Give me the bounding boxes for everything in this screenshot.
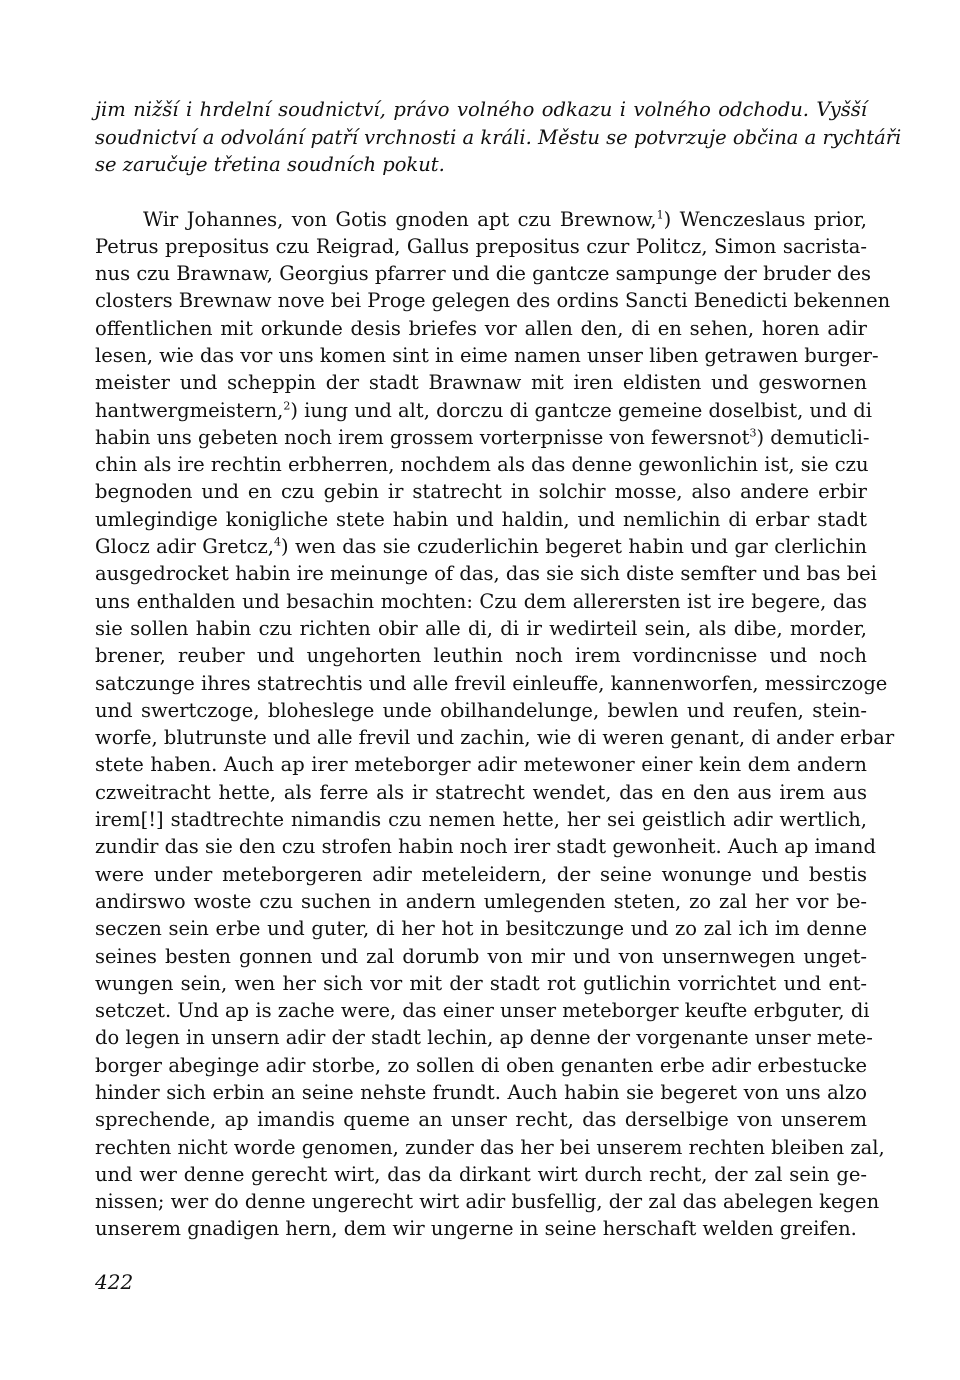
- text-segment: sie sollen habin czu richten obir alle di, di ir wedirteil sein, als dibe, morder,: [95, 616, 867, 640]
- text-segment: und wer denne gerecht wirt, das da dirkant wirt durch recht, der zal sein ge-: [95, 1162, 867, 1186]
- text-line: [95, 806, 867, 833]
- text-segment: lesen, wie das vor uns komen sint in eime namen unser liben getrawen burger-: [95, 343, 879, 367]
- text-segment: meister und scheppin der stadt Brawnaw mit iren eldisten und geswornen: [95, 371, 867, 395]
- text-line: [95, 670, 888, 697]
- text-line: [95, 1188, 880, 1215]
- text-segment: Petrus prepositus czu Reigrad, Gallus prepositus czur Politcz, Simon sacrista-: [95, 234, 867, 258]
- text-segment: czweitracht hette, als ferre als ir statrecht wendet, das en den aus irem aus: [95, 780, 867, 804]
- text-line: [95, 478, 867, 505]
- text-segment: zundir das sie den czu strofen habin noch irer stadt gewonheit. Auch ap imand: [95, 835, 876, 859]
- text-line: [95, 451, 867, 478]
- text-segment: seines besten gonnen und zal dorumb von mir und von unsernwegen unget-: [95, 944, 867, 968]
- text-line: [95, 588, 867, 615]
- text-line: [95, 260, 872, 287]
- text-line: [95, 1134, 885, 1161]
- text-segment: ) demuticli-: [756, 425, 870, 449]
- text-line: [95, 833, 876, 860]
- footnote-ref: 3: [749, 426, 757, 440]
- text-segment: und swertczoge, bloheslege unde obilhandelunge, bewlen und reufen, stein-: [95, 698, 867, 722]
- text-segment: umlegindige konigliche stete habin und haldin, und nemlichin di erbar stadt: [95, 507, 867, 531]
- text-segment: were under meteborgeren adir meteleidern, der seine wonunge und bestis: [95, 862, 867, 886]
- text-segment: setczet. Und ap is zache were, das einer unser meteborger keufte erbguter, di: [95, 999, 870, 1023]
- text-line: [95, 233, 867, 260]
- text-segment: seczen sein erbe und guter, di her hot in besitczunge und zo zal ich im denne: [95, 917, 867, 941]
- text-segment: do legen in unsern adir der stadt lechin, ap denne der vorgenante unser mete-: [95, 1026, 873, 1050]
- text-line: [95, 915, 867, 942]
- text-segment: brener, reuber und ungehorten leuthin noch irem vordincnisse und noch: [95, 644, 867, 668]
- text-segment: borger abeginge adir storbe, zo sollen di oben genanten erbe adir erbestucke: [95, 1053, 867, 1077]
- text-line: [95, 506, 867, 533]
- text-line: [95, 397, 873, 424]
- text-segment: wungen sein, wen her sich vor mit der stadt rot gutlichin vorrichtet und ent-: [95, 971, 867, 995]
- text-line: [95, 206, 867, 233]
- text-segment: offentlichen mit orkunde desis briefes vor allen den, di en sehen, horen adir: [95, 316, 867, 340]
- main-text-paragraph: [95, 206, 895, 1243]
- text-segment: rechten nicht worde genomen, zunder das her bei unserem rechten bleiben zal,: [95, 1135, 885, 1159]
- summary-line: se zaručuje třetina soudních pokut.: [95, 153, 445, 176]
- text-segment: worfe, blutrunste und alle frevil und zachin, wie di weren genant, di ander erbar: [95, 726, 895, 750]
- text-segment: ) wen das sie czuderlichin begeret habin und gar clerlichin: [280, 535, 867, 559]
- text-line: [95, 888, 867, 915]
- text-line: [95, 342, 879, 369]
- text-segment: begnoden und en czu gebin ir statrecht in solchir mosse, also andere erbir: [95, 480, 867, 504]
- summary-paragraph: [95, 96, 902, 179]
- text-segment: ausgedrocket habin ire meinunge of das, das sie sich diste semfter und bas bei: [95, 562, 877, 586]
- text-segment: hinder sich erbin an seine nehste frundt. Auch habin sie begeret von uns alzo: [95, 1081, 867, 1104]
- text-line: [95, 779, 867, 806]
- text-segment: satczunge ihres statrechtis und alle frevil einleuffe, kannenworfen, messirczoge: [95, 671, 888, 695]
- text-line: [95, 1079, 867, 1106]
- page-content: [95, 96, 902, 1243]
- text-segment: Wir Johannes, von Gotis gnoden apt czu Brewnow,: [143, 207, 657, 231]
- text-segment: sprechende, ap imandis queme an unser recht, das derselbige von unserem: [95, 1108, 867, 1132]
- text-line: [95, 1161, 867, 1188]
- text-segment: closters Brewnaw nove bei Proge gelegen des ordins Sancti Benedicti bekennen: [95, 289, 891, 313]
- text-segment: habin uns gebeten noch irem grossem vorterpnisse von fewersnot: [95, 425, 750, 449]
- footnote-ref: 2: [283, 399, 291, 413]
- text-line: [95, 1106, 867, 1133]
- text-line: [95, 560, 877, 587]
- text-line: [95, 424, 870, 451]
- text-segment: irem[!] stadtrechte nimandis czu nemen hette, her sei geistlich adir wertlich,: [95, 808, 867, 832]
- text-line: [95, 315, 867, 342]
- text-line: [95, 943, 867, 970]
- text-segment: stete haben. Auch ap irer meteborger adir metewoner einer kein dem andern: [95, 753, 867, 777]
- text-line: [95, 1052, 867, 1079]
- summary-line: soudnictví a odvolání patří vrchnosti a králi. Městu se potvrzuje občina a rychtáři: [95, 125, 902, 149]
- text-line: [95, 861, 867, 888]
- footnote-ref: 4: [273, 535, 281, 549]
- text-line: [95, 615, 867, 642]
- text-line: [95, 287, 891, 314]
- text-segment: nus czu Brawnaw, Georgius pfarrer und die gantcze sampunge der bruder des: [95, 262, 872, 286]
- text-segment: Glocz adir Gretcz,: [95, 535, 274, 559]
- text-line: [95, 970, 867, 997]
- text-segment: unserem gnadigen hern, dem wir ungerne in seine herschaft welden greifen.: [95, 1217, 857, 1241]
- text-segment: uns enthalden und besachin mochten: Czu dem allerersten ist ire begere, das: [95, 589, 867, 613]
- text-line: [95, 724, 895, 751]
- text-line: [95, 1024, 873, 1051]
- text-segment: hantwergmeistern,: [95, 398, 284, 422]
- text-segment: ) iung und alt, dorczu di gantcze gemeine doselbist, und di: [290, 398, 873, 422]
- text-line: [95, 997, 870, 1024]
- text-line: [95, 533, 867, 560]
- text-segment: chin als ire rechtin erbherren, nochdem als das denne gewonlichin ist, sie czu: [95, 453, 869, 477]
- text-line: [95, 697, 867, 724]
- text-line: [95, 369, 867, 396]
- text-line: [95, 751, 867, 778]
- text-segment: nissen; wer do denne ungerecht wirt adir busfellig, der zal das abelegen kegen: [95, 1190, 880, 1214]
- text-line: [95, 1215, 867, 1242]
- page-number: 422: [95, 1270, 134, 1294]
- footnote-ref: 1: [656, 208, 664, 221]
- text-segment: andirswo woste czu suchen in andern umlegenden steten, zo zal her vor be-: [95, 889, 867, 913]
- summary-line: jim nižší i hrdelní soudnictví, právo volného odkazu i volného odchodu. Vyšší: [95, 98, 867, 121]
- text-line: [95, 642, 867, 669]
- text-segment: ) Wenczeslaus prior,: [663, 207, 867, 231]
